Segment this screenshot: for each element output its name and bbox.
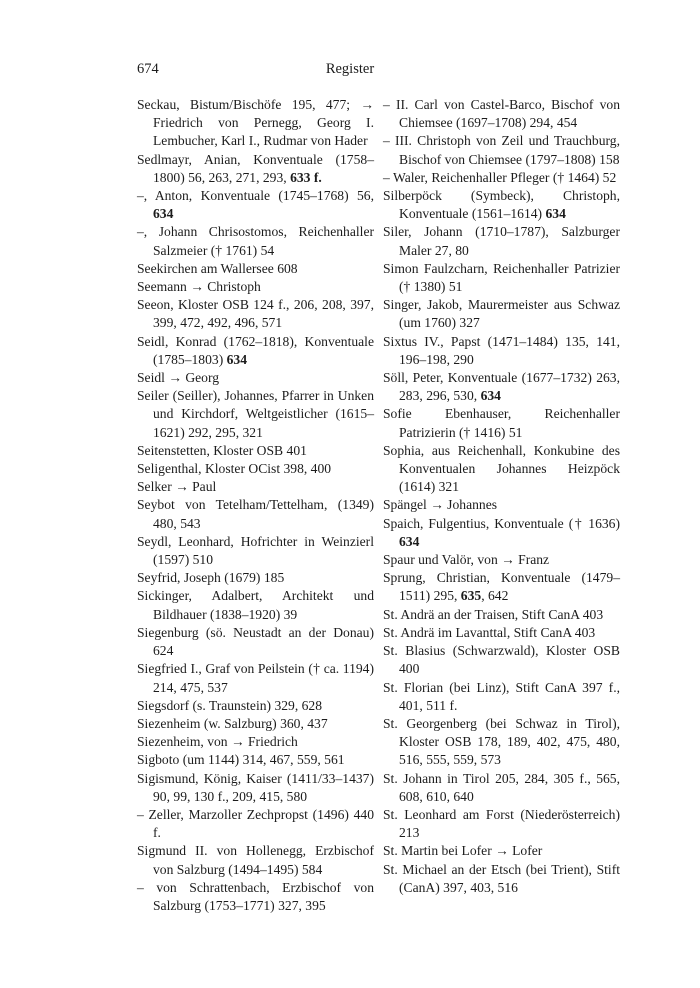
index-entry-bold-page: 634 xyxy=(545,206,566,222)
index-entry-text: Seybot von Tetelham/Tettelham, (1349) 480, 543 xyxy=(137,497,374,531)
index-entry xyxy=(137,96,374,151)
index-entry xyxy=(383,333,620,369)
index-entry xyxy=(137,496,374,532)
index-entry-text: Seligenthal, Kloster OCist 398, 400 xyxy=(137,461,332,477)
index-entry-text: Sedlmayr, Anian, Konventuale (1758–1800) 56, 263, 271, 293, xyxy=(137,151,374,185)
index-entry-text: Sprung, Christian, Konventuale (1479–1511) 295, xyxy=(383,570,620,604)
index-entry xyxy=(383,496,620,514)
index-entry xyxy=(383,405,620,441)
index-entry xyxy=(383,679,620,715)
index-entry xyxy=(137,770,374,806)
index-entry xyxy=(383,806,620,842)
index-entry xyxy=(383,861,620,897)
index-entry xyxy=(383,715,620,770)
index-entry-text: – Waler, Reichenhaller Pfleger († 1464) 52 xyxy=(383,169,617,185)
index-entry xyxy=(137,278,374,296)
index-entry-text: Seiler (Seiller), Johannes, Pfarrer in Unken und Kirchdorf, Weltgeistlicher (1615–1621) 292, 295, 321 xyxy=(137,388,374,440)
index-entry xyxy=(137,223,374,259)
index-entry xyxy=(383,169,620,187)
index-entry-text: –, Anton, Konventuale (1745–1768) 56, xyxy=(137,188,374,204)
index-entry-text: Singer, Jakob, Maurermeister aus Schwaz (um 1760) 327 xyxy=(383,297,620,331)
index-entry xyxy=(137,333,374,369)
index-entry xyxy=(137,751,374,769)
index-entry-bold-page: 633 f. xyxy=(290,169,322,185)
running-head: Register xyxy=(325,61,375,77)
index-entry-text: – Zeller, Marzoller Zechpropst (1496) 440 f. xyxy=(137,806,374,841)
index-entry xyxy=(383,770,620,806)
index-entry xyxy=(137,387,374,442)
index-entry-text: Spaur und Valör, von → Franz xyxy=(383,552,550,568)
index-entry-text: Spaich, Fulgentius, Konventuale († 1636) xyxy=(383,515,620,531)
index-entry-text: Sofie Ebenhauser, Reichenhaller Patrizierin († 1416) 51 xyxy=(383,406,620,440)
index-entry-text: Seckau, Bistum/Bischöfe 195, 477; → Friedrich von Pernegg, Georg I. Lembucher, Karl I., Rudmar von Hader xyxy=(137,97,374,149)
index-entry xyxy=(383,223,620,259)
index-entry xyxy=(383,642,620,678)
index-entry-text: St. Johann in Tirol 205, 284, 305 f., 565, 608, 610, 640 xyxy=(383,770,620,804)
index-entry-text: – von Schrattenbach, Erzbischof von Salzburg (1753–1771) 327, 395 xyxy=(137,879,374,913)
index-entry-text: Sickinger, Adalbert, Architekt und Bildhauer (1838–1920) 39 xyxy=(137,588,374,622)
index-entry-text: Siegsdorf (s. Traunstein) 329, 628 xyxy=(137,697,323,713)
index-entry xyxy=(383,260,620,296)
index-entry-text: St. Michael an der Etsch (bei Trient), Stift (CanA) 397, 403, 516 xyxy=(383,861,620,895)
index-entry-text: Siegenburg (sö. Neustadt an der Donau) 624 xyxy=(137,624,374,659)
index-entry xyxy=(137,442,374,460)
index-entry xyxy=(383,515,620,551)
index-entry-bold-page: 634 xyxy=(153,206,174,222)
index-entry xyxy=(137,697,374,715)
index-entry-text: – II. Carl von Castel-Barco, Bischof von Chiemsee (1697–1708) 294, 454 xyxy=(383,97,620,131)
index-entry-text: Sigmund II. von Hollenegg, Erzbischof von Salzburg (1494–1495) 584 xyxy=(137,843,374,877)
index-entry xyxy=(137,478,374,496)
index-entry-text: Seeon, Kloster OSB 124 f., 206, 208, 397, 399, 472, 492, 496, 571 xyxy=(137,297,374,331)
index-entry-text: St. Georgenberg (bei Schwaz in Tirol), Kloster OSB 178, 189, 402, 475, 480, 516, 555, 559, 573 xyxy=(383,715,620,768)
index-entry-bold-page: 634 xyxy=(399,533,420,549)
index-entry xyxy=(383,187,620,223)
index-entry-text: Söll, Peter, Konventuale (1677–1732) 263, 283, 296, 530, xyxy=(383,370,620,404)
index-entry xyxy=(137,733,374,751)
index-entry xyxy=(137,624,374,660)
index-entry-text: St. Andrä im Lavanttal, Stift CanA 403 xyxy=(383,624,596,640)
index-entry-bold-page: 634 xyxy=(480,388,501,404)
index-entry xyxy=(137,569,374,587)
index-entry-text: –, Johann Chrisostomos, Reichenhaller Salzmeier († 1761) 54 xyxy=(137,224,374,258)
index-entry-text: St. Florian (bei Linz), Stift CanA 397 f., 401, 511 f. xyxy=(383,679,620,713)
index-entry-text: – III. Christoph von Zeil und Trauchburg, Bischof von Chiemsee (1797–1808) 158 xyxy=(383,133,620,167)
index-entry-text: Silberpöck (Symbeck), Christoph, Konventuale (1561–1614) xyxy=(383,188,620,222)
index-entry-text: Siezenheim, von → Friedrich xyxy=(137,734,298,750)
index-entry xyxy=(137,715,374,733)
index-entry xyxy=(137,260,374,278)
index-entry-text: Seydl, Leonhard, Hofrichter in Weinzierl (1597) 510 xyxy=(137,533,374,568)
index-entry-text: , 642 xyxy=(481,588,509,604)
index-entry-text: Seidl → Georg xyxy=(137,370,220,386)
index-entry xyxy=(137,660,374,696)
index-entry-text: Siler, Johann (1710–1787), Salzburger Maler 27, 80 xyxy=(383,224,620,258)
index-column-right xyxy=(383,96,620,897)
index-entry xyxy=(137,460,374,478)
index-entry xyxy=(383,606,620,624)
index-entry-bold-page: 635 xyxy=(460,588,482,604)
index-entry-text: Selker → Paul xyxy=(137,479,217,495)
index-entry xyxy=(383,369,620,405)
index-entry xyxy=(137,369,374,387)
index-entry-text: Seidl, Konrad (1762–1818), Konventuale (1785–1803) xyxy=(137,333,374,367)
index-entry xyxy=(137,296,374,332)
index-entry xyxy=(137,806,374,842)
index-entry-text: Siegfried I., Graf von Peilstein († ca. 1194) 214, 475, 537 xyxy=(137,661,374,695)
index-entry xyxy=(383,842,620,860)
index-entry xyxy=(137,587,374,623)
index-entry xyxy=(383,442,620,497)
index-entry xyxy=(383,624,620,642)
index-entry xyxy=(137,533,374,569)
index-entry-text: Sigboto (um 1144) 314, 467, 559, 561 xyxy=(137,752,345,768)
index-entry xyxy=(137,842,374,878)
index-entry-text: Simon Faulzcharn, Reichenhaller Patrizier († 1380) 51 xyxy=(383,260,620,295)
index-entry-text: St. Leonhard am Forst (Niederösterreich) 213 xyxy=(383,806,620,841)
index-entry xyxy=(137,151,374,187)
index-entry-text: Seyfrid, Joseph (1679) 185 xyxy=(137,570,285,586)
index-entry-text: St. Andrä an der Traisen, Stift CanA 403 xyxy=(383,606,604,622)
index-entry xyxy=(137,187,374,223)
index-entry-text: St. Martin bei Lofer → Lofer xyxy=(383,843,543,859)
index-entry xyxy=(383,96,620,132)
index-entry xyxy=(137,879,374,915)
index-entry-text: Seekirchen am Wallersee 608 xyxy=(137,260,298,276)
index-entry-text: Siezenheim (w. Salzburg) 360, 437 xyxy=(137,715,328,731)
page-number: 674 xyxy=(137,61,159,77)
index-entry-text: Sophia, aus Reichenhall, Konkubine des Konventualen Johannes Heizpöck (1614) 321 xyxy=(383,442,620,495)
index-entry-text: Seitenstetten, Kloster OSB 401 xyxy=(137,442,307,458)
index-entry-text: Spängel → Johannes xyxy=(383,497,498,513)
index-entry-text: Seemann → Christoph xyxy=(137,279,261,295)
index-entry-bold-page: 634 xyxy=(226,351,248,367)
index-entry xyxy=(383,132,620,168)
index-entry xyxy=(383,296,620,332)
index-entry xyxy=(383,569,620,605)
index-entry-text: Sigismund, König, Kaiser (1411/33–1437) 90, 99, 130 f., 209, 415, 580 xyxy=(137,770,374,804)
index-entry xyxy=(383,551,620,569)
index-entry-text: Sixtus IV., Papst (1471–1484) 135, 141, 196–198, 290 xyxy=(383,333,620,367)
index-column-left xyxy=(137,96,374,915)
index-entry-text: St. Blasius (Schwarzwald), Kloster OSB 400 xyxy=(383,643,620,677)
